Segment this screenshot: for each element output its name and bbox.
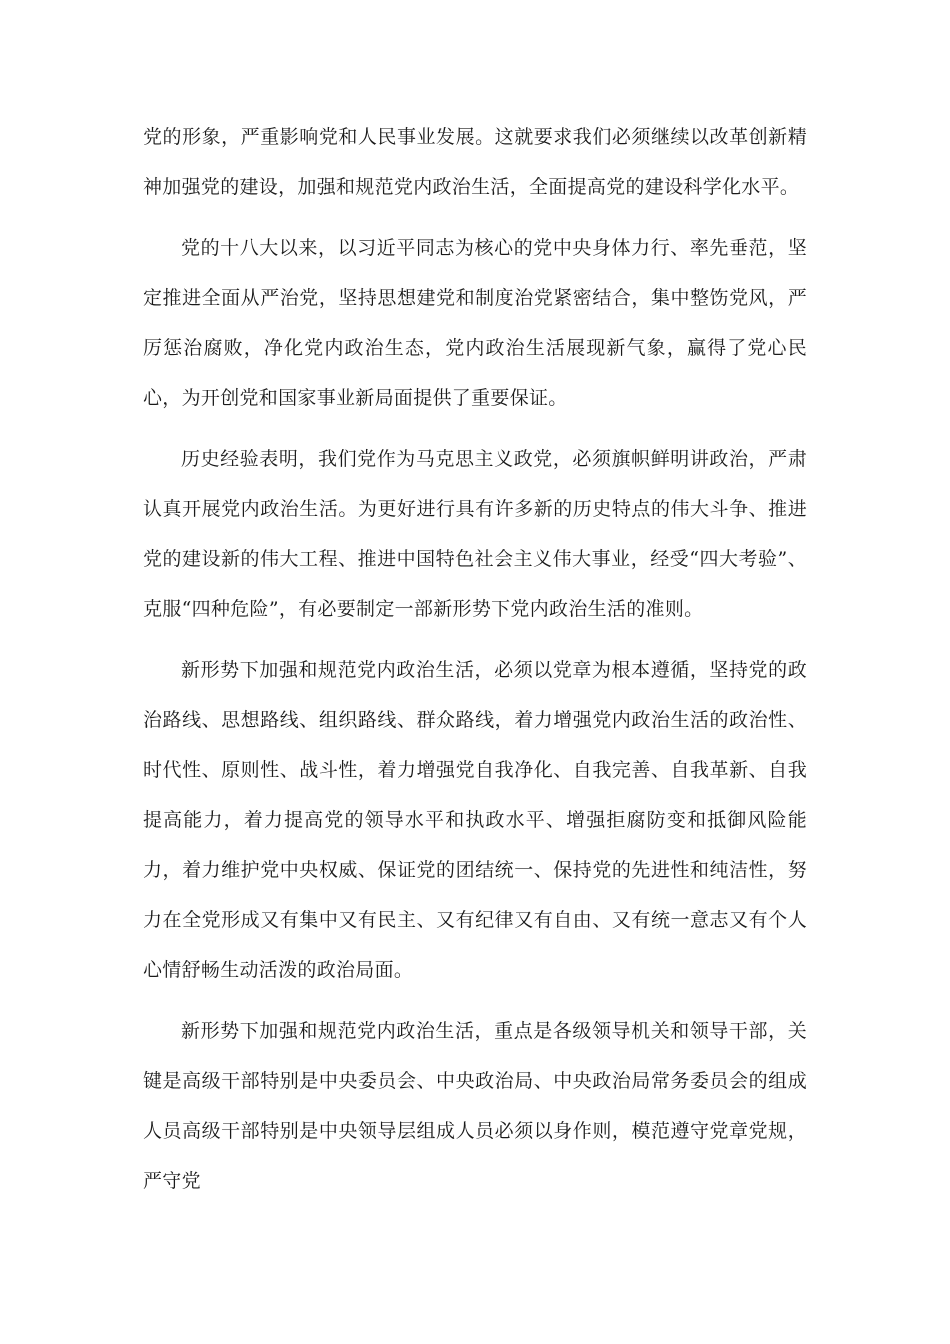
paragraph-2: 党的十八大以来，以习近平同志为核心的党中央身体力行、率先垂范，坚定推进全面从严治党，坚持思想建党和制度治党紧密结合，集中整饬党风，严厉惩治腐败，净化党内政治生态，党内政治生活展现新气象，赢得了党心民心，为开创党和国家事业新局面提供了重要保证。	[143, 237, 807, 409]
paragraph-5: 新形势下加强和规范党内政治生活，重点是各级领导机关和领导干部，关键是高级干部特别是中央委员会、中央政治局、中央政治局常务委员会的组成人员高级干部特别是中央领导层组成人员必须以身作则，模范遵守党章党规，严守党	[143, 1020, 807, 1192]
paragraph-3: 历史经验表明，我们党作为马克思主义政党，必须旗帜鲜明讲政治，严肃认真开展党内政治生活。为更好进行具有许多新的历史特点的伟大斗争、推进党的建设新的伟大工程、推进中国特色社会主义伟大事业，经受“四大考验”、克服“四种危险”，有必要制定一部新形势下党内政治生活的准则。	[143, 448, 807, 620]
paragraph-1: 党的形象，严重影响党和人民事业发展。这就要求我们必须继续以改革创新精神加强党的建设，加强和规范党内政治生活，全面提高党的建设科学化水平。	[143, 126, 807, 198]
document-body	[143, 112, 807, 1217]
paragraph-4: 新形势下加强和规范党内政治生活，必须以党章为根本遵循，坚持党的政治路线、思想路线、组织路线、群众路线，着力增强党内政治生活的政治性、时代性、原则性、战斗性，着力增强党自我净化、自我完善、自我革新、自我提高能力，着力提高党的领导水平和执政水平、增强拒腐防变和抵御风险能力，着力维护党中央权威、保证党的团结统一、保持党的先进性和纯洁性，努力在全党形成又有集中又有民主、又有纪律又有自由、又有统一意志又有个人心情舒畅生动活泼的政治局面。	[143, 659, 807, 981]
